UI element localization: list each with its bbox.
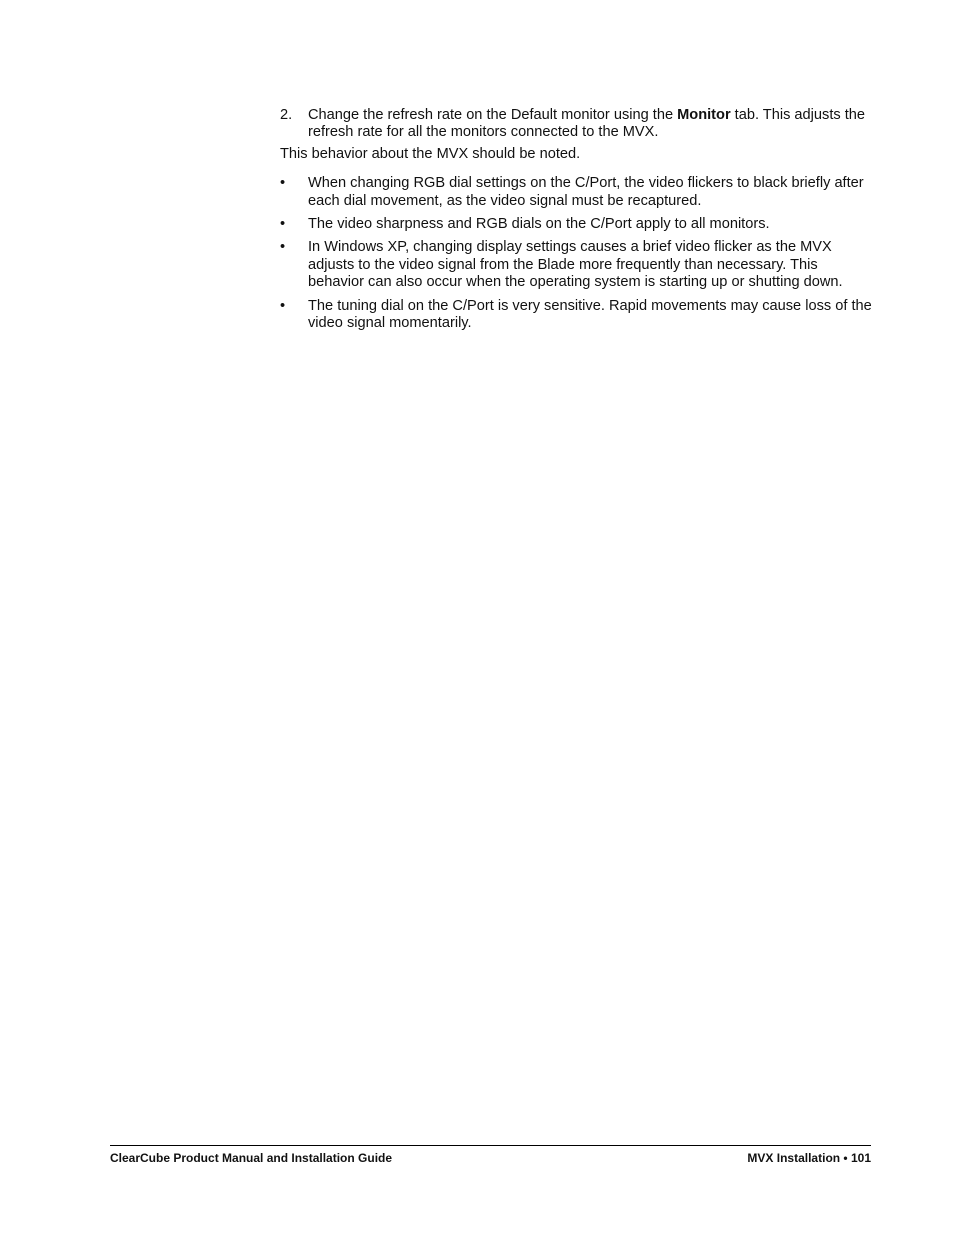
behavior-list bbox=[280, 175, 875, 332]
step-text-before: Change the refresh rate on the Default monitor using the bbox=[308, 107, 678, 123]
bullet-text: When changing RGB dial settings on the C/Port, the video flickers to black briefly after each dial movement, as the video signal must be recaptured. bbox=[308, 175, 864, 209]
step-text-after: tab. This adjusts the refresh rate for all the monitors connected to the MVX. bbox=[308, 107, 866, 141]
bullet-item bbox=[280, 175, 875, 210]
page-content bbox=[280, 107, 875, 338]
bullet-item bbox=[280, 216, 875, 233]
footer-section-page: MVX Installation • 101 bbox=[747, 1151, 871, 1165]
bullet-text: The video sharpness and RGB dials on the C/Port apply to all monitors. bbox=[308, 216, 770, 233]
bullet-icon: • bbox=[280, 297, 286, 314]
step-number: 2. bbox=[280, 107, 293, 123]
footer-document-title: ClearCube Product Manual and Installation Guide bbox=[110, 1151, 393, 1165]
behavior-note: This behavior about the MVX should be noted. bbox=[280, 145, 581, 162]
footer-divider bbox=[110, 1145, 871, 1146]
bullet-icon: • bbox=[280, 175, 286, 192]
bullet-icon: • bbox=[280, 239, 286, 256]
bullet-icon: • bbox=[280, 216, 286, 233]
bullet-item bbox=[280, 239, 875, 291]
numbered-step bbox=[280, 107, 875, 142]
bullet-item bbox=[280, 298, 875, 333]
step-bold-term: Monitor bbox=[677, 107, 731, 123]
bullet-text: In Windows XP, changing display settings causes a brief video flicker as the MVX adjusts to the video signal from the Blade more frequently than necessary. This behavior can also occur when the operating system is starting up or shutting down. bbox=[308, 239, 843, 291]
bullet-text: The tuning dial on the C/Port is very sensitive. Rapid movements may cause loss of the video signal momentarily. bbox=[308, 297, 872, 332]
page-footer bbox=[110, 1151, 871, 1165]
